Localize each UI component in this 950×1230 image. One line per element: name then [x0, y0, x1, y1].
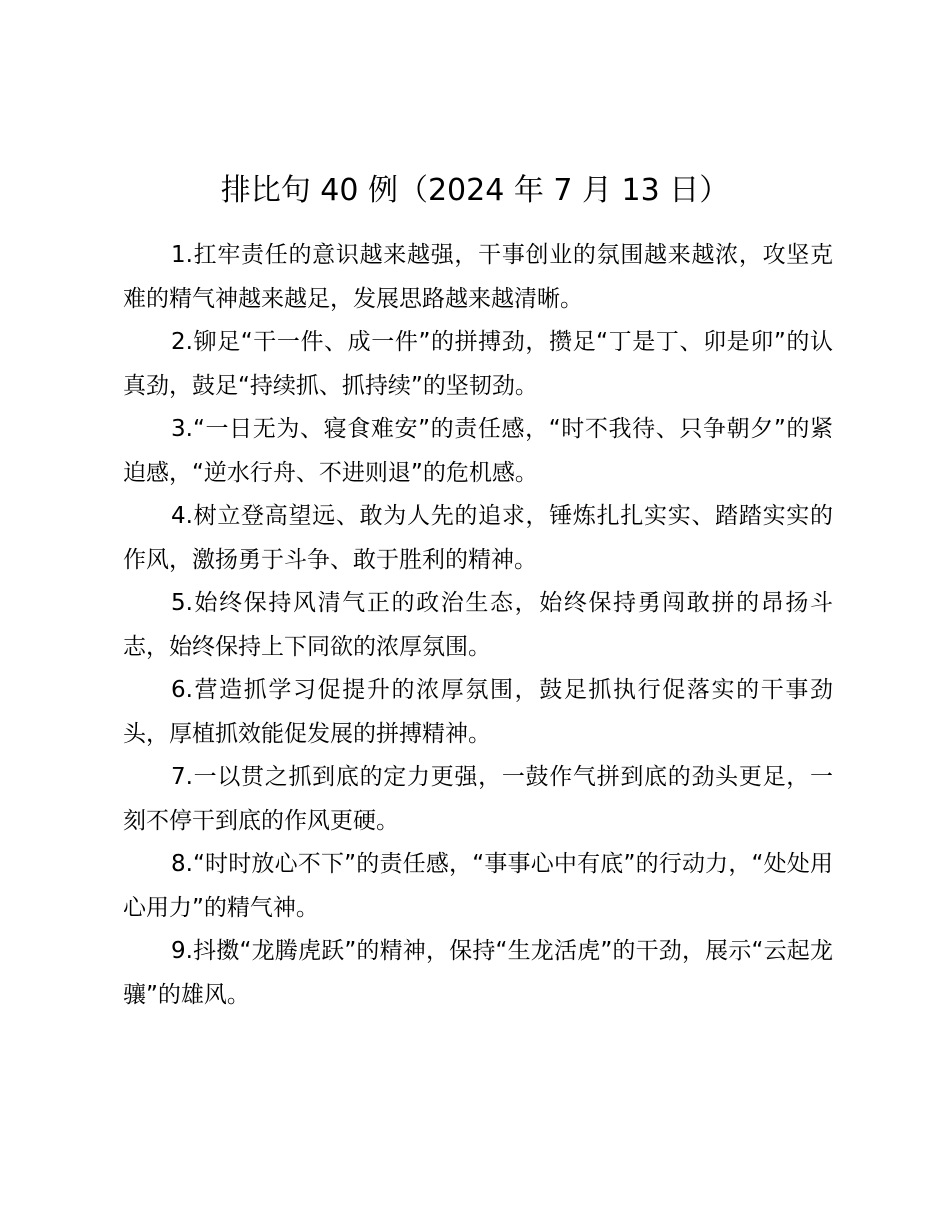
paragraph-1: 1.扛牢责任的意识越来越强，干事创业的氛围越来越浓，攻坚克难的精气神越来越足，发展思路越来越清晰。 — [123, 242, 833, 312]
paragraph-7: 7.一以贯之抓到底的定力更强，一鼓作气拼到底的劲头更足，一刻不停干到底的作风更硬。 — [123, 764, 833, 834]
paragraph-2: 2.铆足“干一件、成一件”的拼搏劲，攒足“丁是丁、卯是卯”的认真劲，鼓足“持续抓、抓持续”的坚韧劲。 — [123, 329, 833, 399]
paragraph-5: 5.始终保持风清气正的政治生态，始终保持勇闯敢拼的昂扬斗志，始终保持上下同欲的浓厚氛围。 — [123, 590, 833, 660]
paragraph-4: 4.树立登高望远、敢为人先的追求，锤炼扎扎实实、踏踏实实的作风，激扬勇于斗争、敢于胜利的精神。 — [123, 503, 833, 573]
paragraph-9: 9.抖擞“龙腾虎跃”的精神，保持“生龙活虎”的干劲，展示“云起龙骧”的雄风。 — [123, 938, 833, 1008]
paragraph-3: 3.“一日无为、寝食难安”的责任感，“时不我待、只争朝夕”的紧迫感，“逆水行舟、不进则退”的危机感。 — [123, 416, 833, 486]
paragraph-8: 8.“时时放心不下”的责任感，“事事心中有底”的行动力，“处处用心用力”的精气神。 — [123, 851, 833, 921]
paragraph-6: 6.营造抓学习促提升的浓厚氛围，鼓足抓执行促落实的干事劲头，厚植抓效能促发展的拼搏精神。 — [123, 677, 833, 747]
document-title: 排比句 40 例（2024 年 7 月 13 日） — [220, 173, 730, 208]
document-body — [123, 234, 833, 1017]
